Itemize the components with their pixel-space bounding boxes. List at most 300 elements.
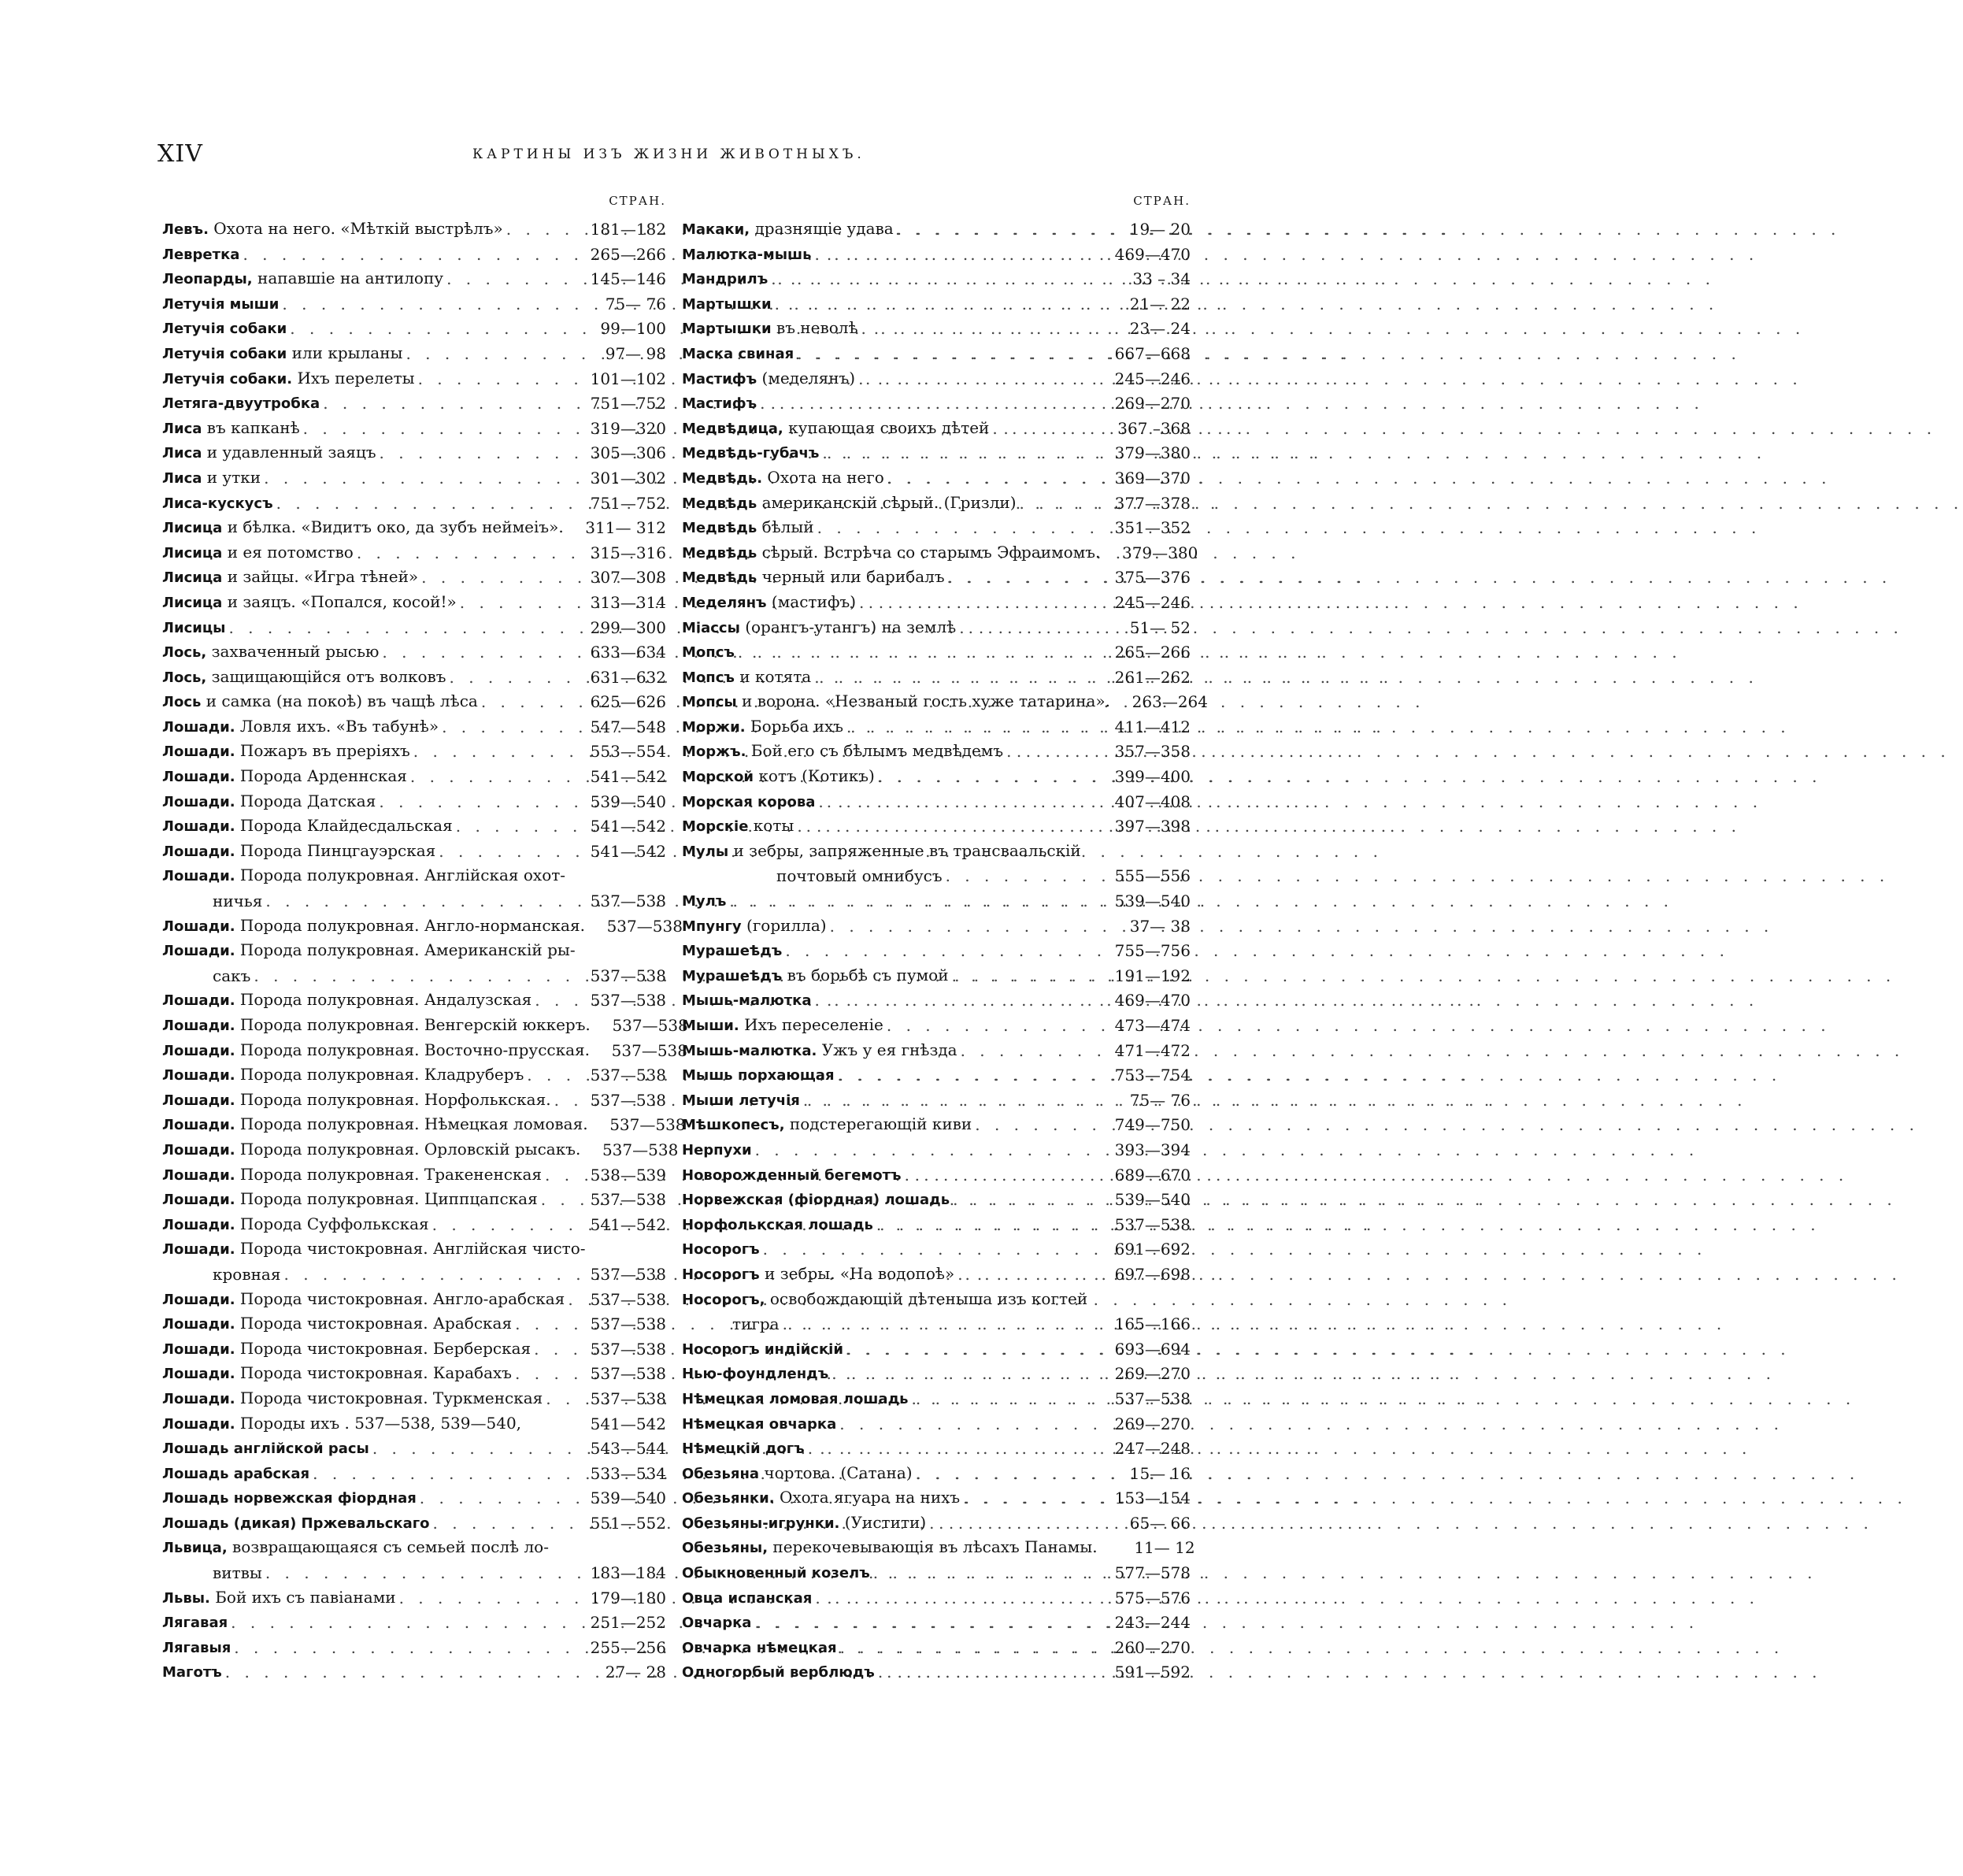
entry-pages: 539—540	[1114, 1190, 1191, 1210]
index-entry	[162, 441, 666, 466]
entry-headword: Лошади.	[162, 918, 235, 935]
dot-leader	[926, 1511, 1104, 1537]
index-entry	[682, 1586, 1191, 1611]
index-entry	[162, 864, 666, 889]
entry-headword: Лось,	[162, 644, 207, 662]
entry-text	[213, 964, 250, 989]
entry-description: Порода полукровная. Норфолькская.	[235, 1089, 551, 1109]
dot-leader	[800, 1088, 1104, 1114]
index-entry	[162, 1288, 666, 1313]
dot-leader	[782, 939, 1104, 964]
dot-leader	[814, 516, 1104, 541]
index-entry	[682, 1288, 1191, 1313]
entry-headword: Лошади.	[162, 1366, 235, 1383]
entry-pages: 269—270	[1114, 1414, 1191, 1433]
entry-headword: Носорогъ,	[682, 1291, 765, 1308]
dot-leader	[250, 964, 580, 989]
entry-headword: Лошади.	[162, 769, 235, 786]
entry-headword: Львы.	[162, 1589, 210, 1607]
entry-headword: Мѣшкопесъ,	[682, 1117, 785, 1134]
entry-pages: 539—540	[590, 792, 666, 811]
entry-description: Ловля ихъ. «Въ табунѣ»	[235, 716, 439, 736]
entry-headword: Нью-фоундлендъ	[682, 1366, 829, 1383]
entry-description: Охота ягуара на нихъ	[774, 1488, 961, 1507]
entry-headword: Мулъ	[682, 893, 727, 910]
entry-pages: 537—538	[590, 1066, 666, 1085]
entry-text	[162, 316, 287, 342]
entry-pages: 305—306	[590, 443, 666, 463]
entry-pages: 99—100	[600, 319, 666, 339]
dot-leader	[320, 391, 580, 417]
entry-description: Порода полукровная. Американскій ры-	[235, 940, 576, 960]
entry-headword: Обезьяны,	[682, 1540, 769, 1557]
entry-headword: Лисица	[162, 544, 223, 562]
entry-description: Порода Суффолькская	[235, 1214, 429, 1233]
entry-description: летучія	[733, 1092, 800, 1109]
entry-description: свиная	[733, 345, 794, 362]
entry-headword: Лошади.	[162, 1141, 235, 1159]
entry-headword: Норфолькская	[682, 1216, 803, 1233]
entry-pages: 165—166	[1114, 1314, 1191, 1334]
index-entry	[682, 1387, 1191, 1412]
entry-headword: Морской	[682, 769, 754, 786]
entry-text	[162, 291, 279, 317]
entry-headword: Мыши	[682, 1092, 734, 1109]
entry-text	[162, 242, 239, 268]
entry-text	[162, 1187, 538, 1213]
index-entry	[682, 1486, 1191, 1511]
index-entry	[682, 814, 1191, 840]
entry-text	[682, 416, 989, 442]
entry-text	[162, 640, 379, 665]
entry-pages: 537—538	[590, 892, 666, 911]
entry-description: (фіордная) лошадь	[783, 1192, 950, 1209]
entry-description: возвращающаяся съ семьей послѣ ло-	[227, 1537, 549, 1557]
dot-leader	[538, 1188, 580, 1213]
entry-text	[162, 1361, 512, 1387]
index-entry	[162, 1237, 666, 1262]
index-entry	[682, 715, 1191, 740]
entry-text	[162, 814, 453, 840]
entry-description: или крыланы	[287, 343, 403, 362]
entry-pages: 471—472	[1114, 1040, 1191, 1060]
entry-text	[162, 789, 376, 815]
entry-text	[162, 1635, 231, 1661]
entry-headword: Лягавыя	[162, 1639, 231, 1656]
entry-description: (дикая) Пржевальскаго	[228, 1515, 430, 1532]
dot-leader	[913, 1462, 1104, 1487]
entry-headword: Лось,	[162, 669, 207, 686]
entry-text	[682, 217, 894, 243]
entry-text	[213, 1561, 262, 1586]
dot-leader	[856, 591, 1104, 616]
entry-description: американскій сѣрый. (Гризли)	[757, 492, 1017, 512]
index-entry	[162, 840, 666, 865]
index-entry	[682, 292, 1191, 317]
entry-pages: 251—252	[590, 1613, 666, 1633]
dot-leader	[757, 391, 1104, 417]
dot-leader	[960, 1486, 1104, 1511]
index-entry	[162, 367, 666, 392]
index-entry	[162, 1636, 666, 1661]
index-entry	[682, 491, 1191, 517]
index-entry	[682, 939, 1191, 964]
index-entry	[682, 1437, 1191, 1462]
entry-pages: 537—538	[590, 1190, 666, 1210]
dot-leader	[512, 1312, 580, 1337]
entry-headword: Лошади.	[162, 1092, 235, 1109]
dot-leader	[909, 1387, 1105, 1412]
entry-text	[682, 1137, 752, 1163]
entry-text	[162, 1610, 228, 1636]
dot-leader	[446, 665, 580, 691]
entry-text	[682, 1585, 812, 1611]
index-entry	[162, 1213, 666, 1238]
entry-text	[682, 1187, 950, 1213]
entry-description: Порода чистокровная. Англійская чисто-	[235, 1239, 586, 1259]
entry-pages: 301—302	[590, 468, 666, 488]
entry-headword: Обезьяна	[682, 1465, 760, 1482]
entry-text	[682, 1535, 1098, 1561]
entry-pages: 379—380	[1121, 543, 1198, 562]
entry-headword: Носорогъ	[682, 1241, 760, 1259]
dot-leader	[884, 466, 1104, 491]
dot-leader	[531, 1337, 580, 1363]
entry-headword: Макаки,	[682, 221, 750, 238]
dot-leader	[843, 715, 1104, 740]
index-entry	[162, 565, 666, 591]
entry-description: и зебры, запряженные въ трансваальскій	[728, 840, 1081, 860]
dot-leader	[262, 1561, 580, 1586]
entry-description: испанская	[723, 1589, 813, 1607]
entry-text	[162, 1112, 588, 1138]
entry-text	[682, 963, 949, 989]
entry-headword: Мыши.	[682, 1018, 739, 1034]
index-entry	[682, 391, 1191, 417]
index-entry	[162, 391, 666, 417]
entry-headword: Медвѣдь.	[682, 469, 763, 487]
dot-leader	[837, 1636, 1104, 1661]
index-entry	[162, 939, 666, 964]
entry-headword: Мопсы	[682, 694, 737, 711]
entry-text	[682, 1361, 828, 1387]
entry-text	[682, 465, 884, 491]
entry-text	[682, 1436, 805, 1462]
dot-leader	[760, 1237, 1104, 1262]
entry-pages: 265—266	[1114, 643, 1191, 662]
entry-description: дразнящіе удава	[750, 219, 894, 238]
entry-description: лошадь	[802, 1216, 873, 1233]
entry-pages: 539—540	[1114, 892, 1191, 911]
entry-headword: Обезьяны-игрунки.	[682, 1515, 840, 1532]
index-entry	[682, 1611, 1191, 1636]
entry-description: напавшіе на антилопу	[252, 269, 444, 288]
dot-leader	[843, 1337, 1104, 1363]
entry-headword: Летучія собаки	[162, 345, 287, 362]
index-entry	[162, 740, 666, 765]
entry-pages: 307—308	[590, 568, 666, 588]
entry-headword: Лошади.	[162, 1340, 235, 1358]
entry-headword: Летучія собаки	[162, 321, 287, 338]
dot-leader	[873, 1213, 1104, 1238]
dot-leader	[855, 367, 1104, 392]
index-entry	[162, 217, 666, 243]
entry-pages: 553—554	[590, 742, 666, 762]
entry-headword: Лошади.	[162, 1042, 235, 1059]
entry-text	[162, 739, 410, 765]
entry-pages: 153—154	[1114, 1489, 1191, 1508]
entry-text	[162, 217, 503, 243]
index-entry	[682, 466, 1191, 491]
entry-pages: 753—754	[1114, 1066, 1191, 1085]
entry-description: и бѣлка. «Видитъ око, да зубъ неймеіъ».	[222, 517, 564, 537]
entry-pages: 537—538	[602, 1140, 679, 1159]
dot-leader	[957, 1039, 1104, 1064]
entry-text	[162, 1659, 222, 1685]
index-entry	[162, 417, 666, 442]
entry-headword: Маска	[682, 345, 734, 362]
index-entry	[682, 1014, 1191, 1039]
dot-leader	[989, 417, 1104, 442]
entry-headword: Медвѣдь	[682, 544, 757, 562]
entry-pages: 575—576	[1114, 1588, 1191, 1607]
index-entry	[162, 665, 666, 691]
entry-pages: 33 – 34	[1132, 269, 1191, 289]
entry-pages: 11— 12	[1134, 1538, 1195, 1558]
entry-description: англійской расы	[228, 1440, 369, 1458]
entry-pages: 255—256	[590, 1637, 666, 1657]
entry-pages: 631—632	[590, 667, 666, 687]
entry-text	[682, 366, 855, 392]
entry-text	[682, 714, 843, 740]
entry-text	[162, 565, 418, 591]
entry-text	[682, 1088, 800, 1114]
entry-text	[682, 814, 794, 840]
entry-description: чортова. (Сатана)	[759, 1463, 913, 1482]
index-entry	[682, 1113, 1191, 1138]
entry-headword: Лошади.	[162, 1018, 235, 1034]
entry-text	[682, 1659, 875, 1685]
index-entry	[682, 840, 1191, 865]
entry-description: Борьба ихъ	[745, 716, 843, 736]
entry-pages: 313—314	[590, 592, 666, 612]
entry-headword: Лошади.	[162, 843, 235, 860]
entry-headword: Мартышки	[682, 295, 772, 313]
entry-pages: 537—538	[590, 1339, 666, 1359]
entry-headword: Маготъ	[162, 1664, 222, 1681]
entry-description: и ея потомство	[222, 542, 354, 562]
entry-pages: 23— 24	[1129, 319, 1191, 339]
index-entry	[162, 591, 666, 616]
entry-pages: 541—542	[590, 1214, 666, 1234]
entry-description: купающая своихъ дѣтей	[783, 417, 990, 437]
entry-text	[682, 1485, 960, 1511]
index-entry	[682, 1462, 1191, 1487]
dot-leader	[430, 1511, 580, 1537]
entry-description: (орангъ-утангъ) на землѣ	[739, 617, 957, 636]
entry-description: Порода полукровная. Нѣмецкая ломовая.	[235, 1114, 588, 1134]
entry-pages: 260—270	[1114, 1637, 1191, 1657]
entry-text	[682, 1337, 843, 1363]
entry-list-right	[682, 217, 1208, 1685]
entry-description: (горилла)	[741, 915, 827, 935]
entry-headword: Лошадь	[162, 1490, 229, 1507]
entry-headword: Мышь-малютка	[682, 992, 812, 1010]
entry-text	[162, 615, 225, 641]
entry-text	[682, 1560, 870, 1586]
entry-description: кровная	[213, 1264, 281, 1284]
index-entry	[162, 1113, 686, 1138]
index-entry	[682, 616, 1191, 641]
entry-headword: Мышь-малютка.	[682, 1042, 817, 1059]
dot-leader	[261, 466, 580, 491]
entry-text	[682, 291, 772, 317]
entry-text	[682, 590, 856, 616]
index-entry	[162, 243, 666, 268]
index-entry	[682, 1511, 1191, 1537]
entry-pages: 183—184	[590, 1563, 666, 1583]
entry-text	[682, 491, 1017, 517]
entry-text	[682, 1112, 972, 1138]
entry-pages: 97— 98	[605, 343, 666, 363]
entry-pages: 751—752	[590, 493, 666, 513]
entry-description: Порода полукровная. Восточно-прусская.	[235, 1040, 590, 1059]
entry-description: Породы ихъ . 537—538, 539—540,	[235, 1413, 522, 1433]
entry-description: котъ (Котикъ)	[754, 766, 875, 786]
entry-text	[682, 1262, 954, 1288]
entry-description: коты	[748, 816, 794, 836]
entry-pages: 543—544	[590, 1439, 666, 1459]
entry-headword: Нерпухи	[682, 1141, 752, 1159]
entry-headword: Нѣмецкій	[682, 1440, 761, 1458]
entry-text	[162, 1236, 586, 1262]
entry-description: въ борьбѣ съ пумой	[782, 965, 949, 984]
entry-headword: Мышь	[682, 1067, 733, 1084]
entry-pages: 299—300	[590, 617, 666, 637]
dot-leader	[752, 1138, 1104, 1163]
dot-leader	[794, 342, 1104, 367]
entry-pages: 375—376	[1114, 568, 1191, 588]
entry-description: Порода Пинцгауэрская	[235, 840, 436, 860]
index-entry	[162, 1188, 666, 1213]
entry-pages: 269—270	[1114, 1364, 1191, 1384]
entry-pages: 101—102	[590, 369, 666, 388]
entry-headword: Обезьянки.	[682, 1490, 775, 1507]
index-entry	[682, 417, 1191, 442]
entry-description: овчарка	[764, 1415, 837, 1433]
entry-text	[162, 491, 273, 517]
index-entry	[682, 640, 1191, 665]
entry-headword: Нѣмецкая	[682, 1390, 765, 1407]
entry-pages: 473—474	[1114, 1016, 1191, 1035]
entry-description: догъ	[760, 1440, 805, 1458]
entry-description: (мастифъ)	[766, 591, 856, 611]
index-entry	[162, 1362, 666, 1387]
entry-headword: Меделянъ	[682, 594, 767, 611]
entry-text	[162, 863, 565, 889]
entry-text	[682, 1287, 1087, 1313]
dot-leader	[396, 1586, 580, 1611]
entry-description: и зебры. «На водопоѣ»	[759, 1263, 955, 1283]
index-entry	[162, 1437, 666, 1462]
entry-pages: 538—539	[590, 1165, 666, 1185]
entry-description: Порода чистокровная. Арабская	[235, 1314, 513, 1333]
entry-description: и утки	[202, 467, 261, 487]
entry-text	[682, 665, 811, 691]
entry-text	[682, 1610, 751, 1636]
entry-description: Бой ихъ съ павіанами	[209, 1587, 396, 1607]
entry-headword: Лошади.	[162, 943, 235, 960]
entry-pages: 547—548	[590, 717, 666, 736]
index-entry	[162, 1138, 679, 1163]
entry-pages: 537—538	[612, 1016, 688, 1035]
entry-headword: Овца	[682, 1589, 724, 1607]
entry-headword: Львица,	[162, 1540, 228, 1557]
entry-description: Порода чистокровная. Карабахъ	[235, 1363, 513, 1383]
index-entry	[162, 616, 666, 641]
entry-pages: 397—398	[1114, 817, 1191, 836]
entry-headword: Лисица	[162, 520, 223, 537]
dot-leader	[815, 790, 1104, 815]
index-entry	[162, 889, 666, 914]
dot-leader	[735, 640, 1104, 665]
page-header	[157, 140, 1197, 172]
entry-text	[732, 1312, 780, 1337]
entry-headword: Мурашеѣдъ	[682, 967, 783, 984]
entry-pages: 689—670	[1114, 1165, 1191, 1185]
dot-leader	[943, 864, 1104, 889]
dot-leader	[435, 840, 580, 865]
entry-headword: Леопарды,	[162, 271, 253, 288]
entry-headword: Лошади.	[162, 743, 235, 761]
entry-pages: 537—538	[1114, 1388, 1191, 1408]
entry-pages: 315—316	[590, 543, 666, 562]
entry-text	[213, 1262, 280, 1288]
dot-leader	[376, 790, 580, 815]
dot-leader	[222, 1660, 580, 1685]
entry-headword: Мопсъ	[682, 669, 735, 686]
entry-text	[682, 1511, 926, 1537]
entry-pages: 265—266	[590, 244, 666, 264]
index-entry	[162, 466, 666, 491]
entry-description: и самка (на покоѣ) въ чащѣ лѣса	[201, 691, 478, 711]
dot-leader	[551, 1088, 580, 1114]
dot-leader	[512, 1362, 580, 1387]
index-entry	[682, 1362, 1191, 1387]
entry-pages: 369—370	[1114, 468, 1191, 488]
entry-description: Порода полукровная. Англійская охот-	[235, 866, 566, 885]
index-entry	[682, 1188, 1191, 1213]
entry-text	[682, 839, 1081, 865]
entry-text	[162, 1461, 309, 1487]
entry-headword: Нѣмецкая	[682, 1415, 765, 1433]
index-entry	[682, 565, 1191, 591]
entry-description: корова	[752, 793, 816, 810]
dot-leader	[726, 889, 1104, 914]
index-entry	[162, 790, 666, 815]
entry-headword: Лошадь	[162, 1465, 229, 1482]
index-entry	[162, 964, 666, 989]
index-entry	[682, 541, 1198, 566]
dot-leader	[894, 217, 1104, 243]
entry-description: норвежская фіордная	[228, 1490, 417, 1507]
index-entry	[162, 342, 666, 367]
entry-text	[682, 739, 1003, 765]
index-entry	[162, 715, 666, 740]
entry-description: Бой его съ бѣлымъ медвѣдемъ	[746, 741, 1004, 761]
entry-headword: Мпунгу	[682, 918, 742, 935]
dot-leader	[453, 814, 580, 840]
